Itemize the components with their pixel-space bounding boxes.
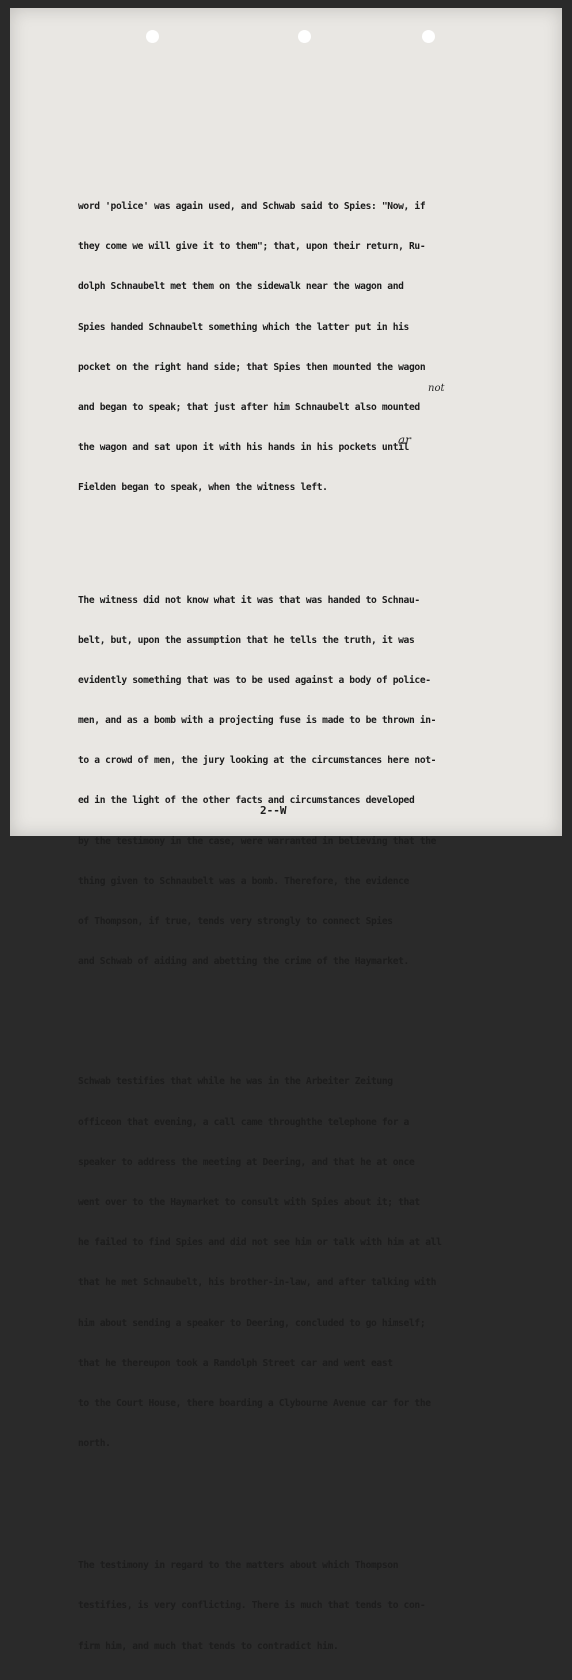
text-line: to a crowd of men, the jury looking at the circumstances here not- bbox=[78, 755, 437, 767]
text-line: testifies, is very conflicting. There is much that tends to con- bbox=[78, 1600, 426, 1612]
text-line: him about sending a speaker to Deering, concluded to go himself; bbox=[78, 1317, 426, 1329]
punch-hole bbox=[422, 30, 435, 43]
text-line: north. bbox=[78, 1438, 111, 1450]
text-line: thing given to Schnaubelt was a bomb. Therefore, the evidence bbox=[78, 875, 409, 887]
text-line: he failed to find Spies and did not see him or talk with him at all bbox=[78, 1237, 442, 1249]
page-number: 2--W bbox=[260, 804, 287, 817]
punch-hole bbox=[298, 30, 311, 43]
document-body bbox=[78, 154, 530, 1680]
text-line: pocket on the right hand side; that Spies then mounted the wagon bbox=[78, 361, 426, 373]
text-line: The testimony in regard to the matters about which Thompson bbox=[78, 1560, 399, 1572]
text-line: Spies handed Schnaubelt something which the latter put in his bbox=[78, 321, 409, 333]
text-line: of Thompson, if true, tends very strongly to connect Spies bbox=[78, 916, 393, 927]
text-line: The witness did not know what it was that was handed to Schnau- bbox=[78, 594, 420, 606]
text-line: by the testimony in the case, were warranted in believing that the bbox=[78, 835, 437, 847]
text-line: ed in the light of the other facts and circumstances developed bbox=[78, 795, 415, 807]
text-line: speaker to address the meeting at Deering, and that he at once bbox=[78, 1156, 415, 1168]
text-line: officeon that evening, a call came throughthe telephone for a bbox=[78, 1116, 409, 1128]
paragraph bbox=[78, 176, 530, 520]
text-line: went over to the Haymarket to consult with Spies about it; that bbox=[78, 1196, 420, 1208]
text-line: that he thereupon took a Randolph Street car and went east bbox=[78, 1357, 393, 1369]
text-line: dolph Schnaubelt met them on the sidewalk near the wagon and bbox=[78, 281, 404, 293]
text-line: evidently something that was to be used against a body of police- bbox=[78, 674, 431, 686]
handwritten-insertion: ar bbox=[398, 433, 411, 447]
text-line: firm him, and much that tends to contradict him. bbox=[78, 1640, 339, 1652]
text-line: and began to speak; that just after him Schnaubelt also mounted bbox=[78, 401, 420, 413]
text-line: to the Court House, there boarding a Clybourne Avenue car for the bbox=[78, 1397, 431, 1409]
text-line: and Schwab of aiding and abetting the crime of the Haymarket. bbox=[78, 956, 409, 968]
document-page bbox=[10, 8, 562, 1652]
paragraph bbox=[78, 1051, 530, 1475]
text-line: men, and as a bomb with a projecting fuse is made to be thrown in- bbox=[78, 715, 437, 727]
text-line: Schwab testifies that while he was in the Arbeiter Zeitung bbox=[78, 1076, 393, 1088]
paragraph bbox=[78, 1535, 530, 1678]
paragraph bbox=[78, 570, 530, 994]
text-line: word 'police' was again used, and Schwab said to Spies: "Now, if bbox=[78, 201, 426, 212]
punch-hole bbox=[146, 30, 159, 43]
text-line: Fielden began to speak, when the witness left. bbox=[78, 482, 328, 494]
text-line: they come we will give it to them"; that, upon their return, Ru- bbox=[78, 241, 426, 253]
handwritten-insertion: not bbox=[428, 383, 445, 394]
text-line: the wagon and sat upon it with his hands in his pockets until bbox=[78, 442, 409, 454]
text-line: that he met Schnaubelt, his brother-in-law, and after talking with bbox=[78, 1277, 437, 1289]
text-line: belt, but, upon the assumption that he tells the truth, it was bbox=[78, 634, 415, 646]
